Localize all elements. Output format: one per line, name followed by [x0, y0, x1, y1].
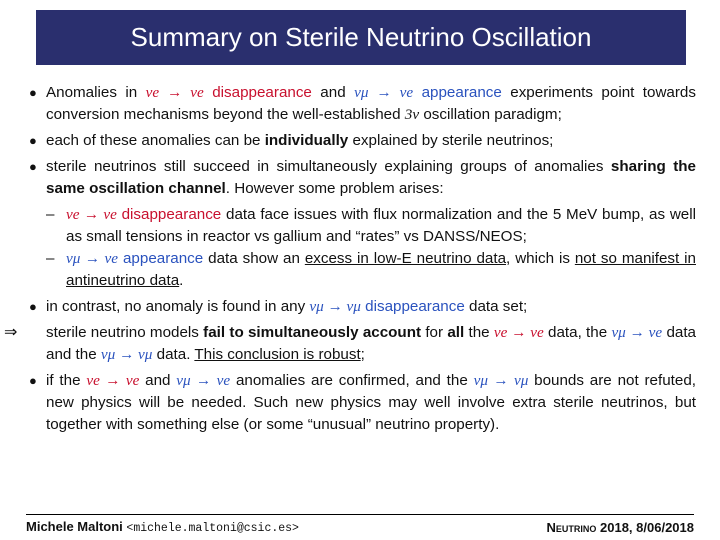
math-numu-nue: νμ → νe: [176, 372, 231, 389]
text: the: [464, 324, 494, 341]
text: ;: [360, 346, 365, 363]
subitem-disappearance: [26, 204, 696, 248]
math-nue-nue: νe → νe: [493, 324, 544, 341]
footer-author-block: [26, 519, 299, 535]
text: each of these anomalies can be: [46, 132, 265, 149]
underlined-text: excess in low-E neutrino data: [304, 250, 507, 267]
text: data show an: [203, 250, 305, 267]
bullet-icon: ●: [29, 85, 37, 100]
subitem-appearance: [26, 248, 696, 292]
footer-conference: Neutrino 2018, 8/06/2018: [546, 519, 694, 535]
math-numu-nue: νμ → νe: [611, 324, 663, 341]
math-numu-numu: νμ → νμ: [473, 372, 529, 389]
math-numu-nue: νμ → νe: [354, 84, 414, 101]
implies-arrow-icon: ⇒: [4, 324, 18, 341]
text: .: [179, 272, 184, 289]
bullet-anomalies: [26, 82, 696, 126]
bold-text: fail to simultaneously account: [203, 324, 422, 341]
text: experiments point towards conversion mechanisms beyond the well-established: [46, 84, 696, 123]
text: data and the: [46, 324, 697, 363]
keyword-appearance: appearance: [421, 84, 502, 101]
bold-text: sharing the same oscillation channel: [46, 158, 696, 197]
bold-text: individually: [264, 132, 349, 149]
text: sterile neutrinos still succeed in simultaneously explaining groups of anomalies: [46, 158, 611, 175]
footer-email: <michele.maltoni@csic.es>: [126, 522, 299, 535]
text: and: [311, 84, 355, 101]
text: data set;: [464, 298, 528, 315]
bullet-icon: ●: [29, 373, 37, 388]
text: data, the: [543, 324, 612, 341]
text: in contrast, no anomaly is found in any: [46, 298, 310, 315]
keyword-disappearance: disappearance: [121, 206, 222, 223]
keyword-disappearance: disappearance: [212, 84, 312, 101]
footer: [26, 518, 694, 536]
slide-title: Summary on Sterile Neutrino Oscillation: [36, 10, 686, 65]
text: for: [421, 324, 448, 341]
math-nue-nue: νe → νe: [86, 372, 140, 389]
text: , which is: [506, 250, 575, 267]
text: and: [139, 372, 177, 389]
bold-text: all: [447, 324, 465, 341]
text: data face issues with flux normalization and the 5 MeV bump, as well as small tensions in reactor vs gallium and “rates” vs DANSS/NEOS;: [66, 206, 696, 245]
bullet-sharing-channel: [26, 156, 696, 200]
bullet-individually: [26, 130, 696, 152]
dash-icon: –: [46, 250, 55, 267]
text: if the: [46, 372, 87, 389]
math-numu-numu: νμ → νμ: [309, 298, 361, 315]
slide-content: [4, 82, 697, 440]
footer-author: Michele Maltoni: [26, 519, 123, 534]
bullet-new-physics: [26, 370, 696, 436]
keyword-disappearance: disappearance: [365, 298, 465, 315]
math-nue-nue: νe → νe: [66, 206, 117, 223]
bullet-icon: ●: [29, 299, 37, 314]
text: . However some problem arises:: [225, 180, 444, 197]
underlined-text: This conclusion is robust: [194, 346, 361, 363]
bullet-no-anomaly: [26, 296, 696, 318]
dash-icon: –: [46, 206, 55, 223]
text: data.: [152, 346, 195, 363]
math-numu-numu: νμ → νμ: [100, 346, 153, 363]
text: bounds are not refuted, new physics will be needed. Such new physics may well involve extra sterile neutrinos, but together with something else (or some “unusual” neutrino property).: [46, 372, 697, 433]
underlined-text: not so manifest in antineutrino data: [66, 250, 696, 289]
footer-divider: [26, 514, 694, 515]
math-numu-nue: νμ → νe: [66, 250, 119, 267]
text: explained by sterile neutrinos;: [348, 132, 554, 149]
conclusion-item: [4, 322, 697, 366]
bullet-icon: ●: [29, 159, 37, 174]
bullet-icon: ●: [29, 133, 37, 148]
text: Anomalies in: [46, 84, 146, 101]
keyword-appearance: appearance: [122, 250, 204, 267]
text: oscillation paradigm;: [419, 106, 562, 123]
text: sterile neutrino models: [46, 324, 204, 341]
text: anomalies are confirmed, and the: [230, 372, 474, 389]
math-3nu: 3ν: [404, 106, 420, 123]
math-nue-nue: νe → νe: [145, 84, 204, 101]
